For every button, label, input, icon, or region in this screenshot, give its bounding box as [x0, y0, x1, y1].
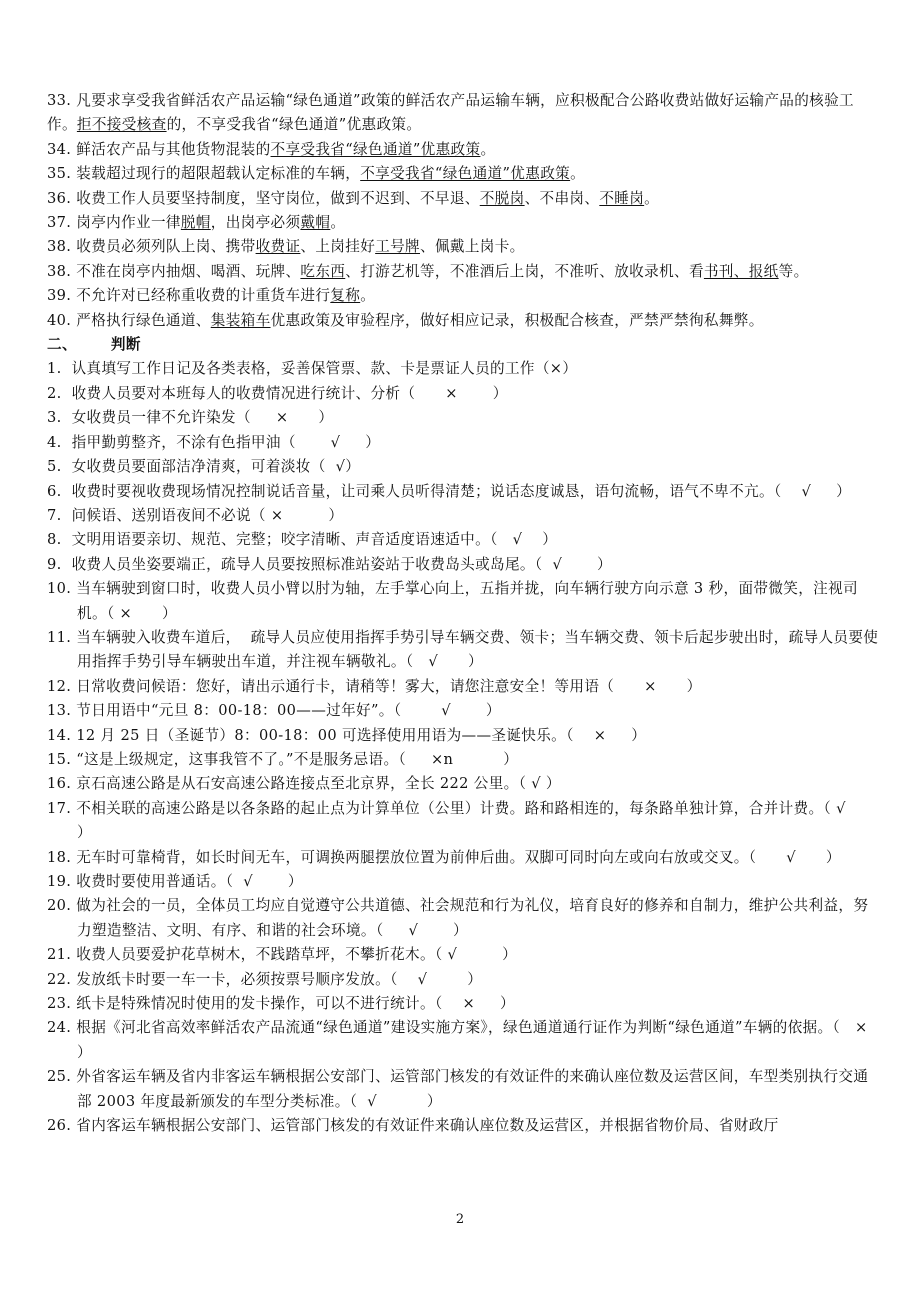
item-text: 39. 不允许对已经称重收费的计重货车进行 — [47, 287, 331, 305]
item-text: ，出岗亭必须 — [210, 214, 301, 232]
judgment-item: 5. 女收费员要面部洁净清爽，可着淡妆（ √） — [47, 458, 361, 476]
answer-underlined: 不享受我省“绿色通道”优惠政策 — [270, 140, 481, 158]
item-text: 36. 收费工作人员要坚持制度，坚守岗位，做到不迟到、不早退、 — [47, 189, 480, 207]
item-text: 37. 岗亭内作业一律 — [47, 214, 181, 232]
fill-item — [47, 309, 879, 333]
judgment-item: 7. 问候语、送别语夜间不必说（ × ） — [47, 506, 344, 524]
judgment-item: 9. 收费人员坐姿要端正，疏导人员要按照标准站姿站于收费岛头或岛尾。（ √ ） — [47, 555, 612, 573]
answer-underlined: 工号牌 — [375, 238, 420, 256]
item-text: 。 — [644, 189, 660, 207]
answer-underlined: 复称 — [330, 287, 361, 305]
answer-underlined: 不脱岗 — [479, 189, 525, 207]
item-text: 。 — [330, 214, 346, 232]
item-text: 38. 收费员必须列队上岗、携带 — [47, 238, 256, 256]
judgment-item: 3. 女收费员一律不允许染发（ × ） — [47, 409, 334, 427]
item-text: 35. 装载超过现行的超限超载认定标准的车辆， — [47, 165, 361, 183]
item-text: 40. 严格执行绿色通道、 — [47, 311, 211, 329]
item-text: 的，不享受我省“绿色通道”优惠政策。 — [166, 116, 422, 134]
page-number: 2 — [455, 1212, 465, 1227]
item-text: 、打游艺机等，不准酒后上岗，不准听、放收录机、看 — [345, 262, 704, 280]
answer-underlined: 拒不接受核查 — [76, 116, 167, 134]
judgment-item: 1. 认真填写工作日记及各类表格，妥善保管票、款、卡是票证人员的工作（×） — [47, 360, 578, 378]
judgment-item: 10. 当车辆驶到窗口时，收费人员小臂以肘为轴，左手掌心向上，五指并拢，向车辆行驶方向示意 3 秒，面带微笑，注视司机。（ × ） — [47, 580, 858, 622]
item-text: 、佩戴上岗卡。 — [420, 238, 525, 256]
judgment-list — [47, 357, 893, 1138]
answer-underlined: 脱帽 — [180, 214, 211, 232]
section-heading — [47, 333, 879, 357]
judgment-item: 11. 当车辆驶入收费车道后， 疏导人员应使用指挥手势引导车辆交费、领卡；当车辆交费、领卡后起步驶出时，疏导人员要使用指挥手势引导车辆驶出车道，并注视车辆敬礼。（ √ ） — [47, 628, 879, 671]
fill-item — [47, 284, 879, 308]
judgment-item: 19. 收费时要使用普通话。（ √ ） — [47, 873, 303, 890]
judgment-item: 16. 京石高速公路是从石安高速公路连接点至北京界，全长 222 公里。（ √ ） — [47, 775, 561, 793]
item-text: 等。 — [778, 262, 809, 280]
item-text: 、不串岗、 — [524, 189, 600, 207]
judgment-item: 17. 不相关联的高速公路是以各条路的起止点为计算单位（公里）计费。路和路相连的，每条路单独计算，合并计费。（ √ ） — [47, 799, 881, 842]
section-title: 判断 — [110, 336, 141, 354]
fill-item — [47, 187, 879, 211]
judgment-item: 8. 文明用语要亲切、规范、完整；咬字清晰、声音适度语速适中。（ √ ） — [47, 531, 558, 549]
answer-underlined: 不睡岗 — [599, 189, 645, 207]
section-number: 二、 — [47, 336, 77, 354]
answer-underlined: 书刊、报纸 — [703, 262, 779, 280]
judgment-item: 23. 纸卡是特殊情况时使用的发卡操作，可以不进行统计。（ × ） — [47, 995, 515, 1013]
judgment-item: 26. 省内客运车辆根据公安部门、运管部门核发的有效证件来确认座位数及运营区，并根据省物价局、省财政厅 — [47, 1117, 779, 1135]
judgment-item: 14. 12 月 25 日（圣诞节）8：00-18：00 可选择使用用语为——圣诞快乐。（ × ） — [47, 726, 647, 744]
item-text: 38. 不准在岗亭内抽烟、喝酒、玩牌、 — [47, 262, 301, 280]
document-body — [47, 89, 893, 1138]
fill-item — [47, 162, 879, 186]
answer-underlined: 不享受我省“绿色通道”优惠政策 — [360, 165, 571, 183]
item-text: 、上岗挂好 — [300, 238, 376, 256]
judgment-item: 18. 无车时可靠椅背，如长时间无车，可调换两腿摆放位置为前伸后曲。双脚可同时向左或向右放或交叉。（ √ ） — [47, 848, 841, 866]
fill-item — [47, 235, 879, 259]
item-text: 34. 鲜活农产品与其他货物混装的 — [47, 140, 271, 158]
fill-item — [47, 138, 879, 162]
item-text: 。 — [480, 140, 496, 158]
judgment-item: 4. 指甲勤剪整齐，不涂有色指甲油（ √ ） — [47, 433, 381, 451]
judgment-item: 2. 收费人员要对本班每人的收费情况进行统计、分析（ × ） — [47, 384, 508, 402]
judgment-item: 12. 日常收费问候语：您好，请出示通行卡，请稍等！雾大，请您注意安全！等用语（ × ） — [47, 677, 702, 695]
answer-underlined: 收费证 — [255, 238, 301, 256]
fill-in-blank-list — [47, 89, 879, 333]
judgment-item: 25. 外省客运车辆及省内非客运车辆根据公安部门、运管部门核发的有效证件的来确认座位数及运营区间，车型类别执行交通部 2003 年度最新颁发的车型分类标准。（ √ ） — [47, 1068, 869, 1110]
judgment-item: 24. 根据《河北省高效率鲜活农产品流通“绿色通道”建设实施方案》，绿色通道通行证作为判断“绿色通道”车辆的依据。（ × ） — [47, 1019, 893, 1061]
judgment-item: 15. “这是上级规定，这事我管不了。”不是服务忌语。（ ×n ） — [47, 750, 519, 768]
judgment-item: 13. 节日用语中“元旦 8：00-18：00——过年好”。（ √ ） — [47, 702, 501, 720]
answer-underlined: 集装箱车 — [210, 311, 271, 329]
item-text: 33. 凡要求享受我省鲜活农产品运输“绿色通道”政策的鲜活农产品运输车辆，应积极配合公路收费站做好运输产品的核验工作。 — [47, 92, 855, 134]
judgment-item: 6. 收费时要视收费现场情况控制说话音量，让司乘人员听得清楚；说话态度诚恳，语句流畅，语气不卑不亢。（ √ ） — [47, 482, 852, 500]
fill-item — [47, 260, 879, 284]
item-text: 。 — [360, 287, 376, 305]
fill-item — [47, 89, 879, 138]
judgment-item: 21. 收费人员要爱护花草树木，不践踏草坪，不攀折花木。（ √ ） — [47, 946, 518, 964]
answer-underlined: 吃东西 — [300, 262, 346, 280]
answer-underlined: 戴帽 — [300, 214, 331, 232]
fill-item — [47, 211, 879, 235]
item-text: 。 — [570, 165, 586, 183]
item-text: 优惠政策及审验程序，做好相应记录，积极配合核查，严禁严禁徇私舞弊。 — [270, 311, 764, 329]
judgment-item: 20. 做为社会的一员，全体员工均应自觉遵守公共道德、社会规范和行为礼仪，培育良好的修养和自制力，维护公共利益，努力塑造整洁、文明、有序、和谐的社会环境。（ √ ） — [47, 897, 869, 939]
judgment-item: 22. 发放纸卡时要一车一卡，必须按票号顺序发放。（ √ ） — [47, 970, 483, 988]
